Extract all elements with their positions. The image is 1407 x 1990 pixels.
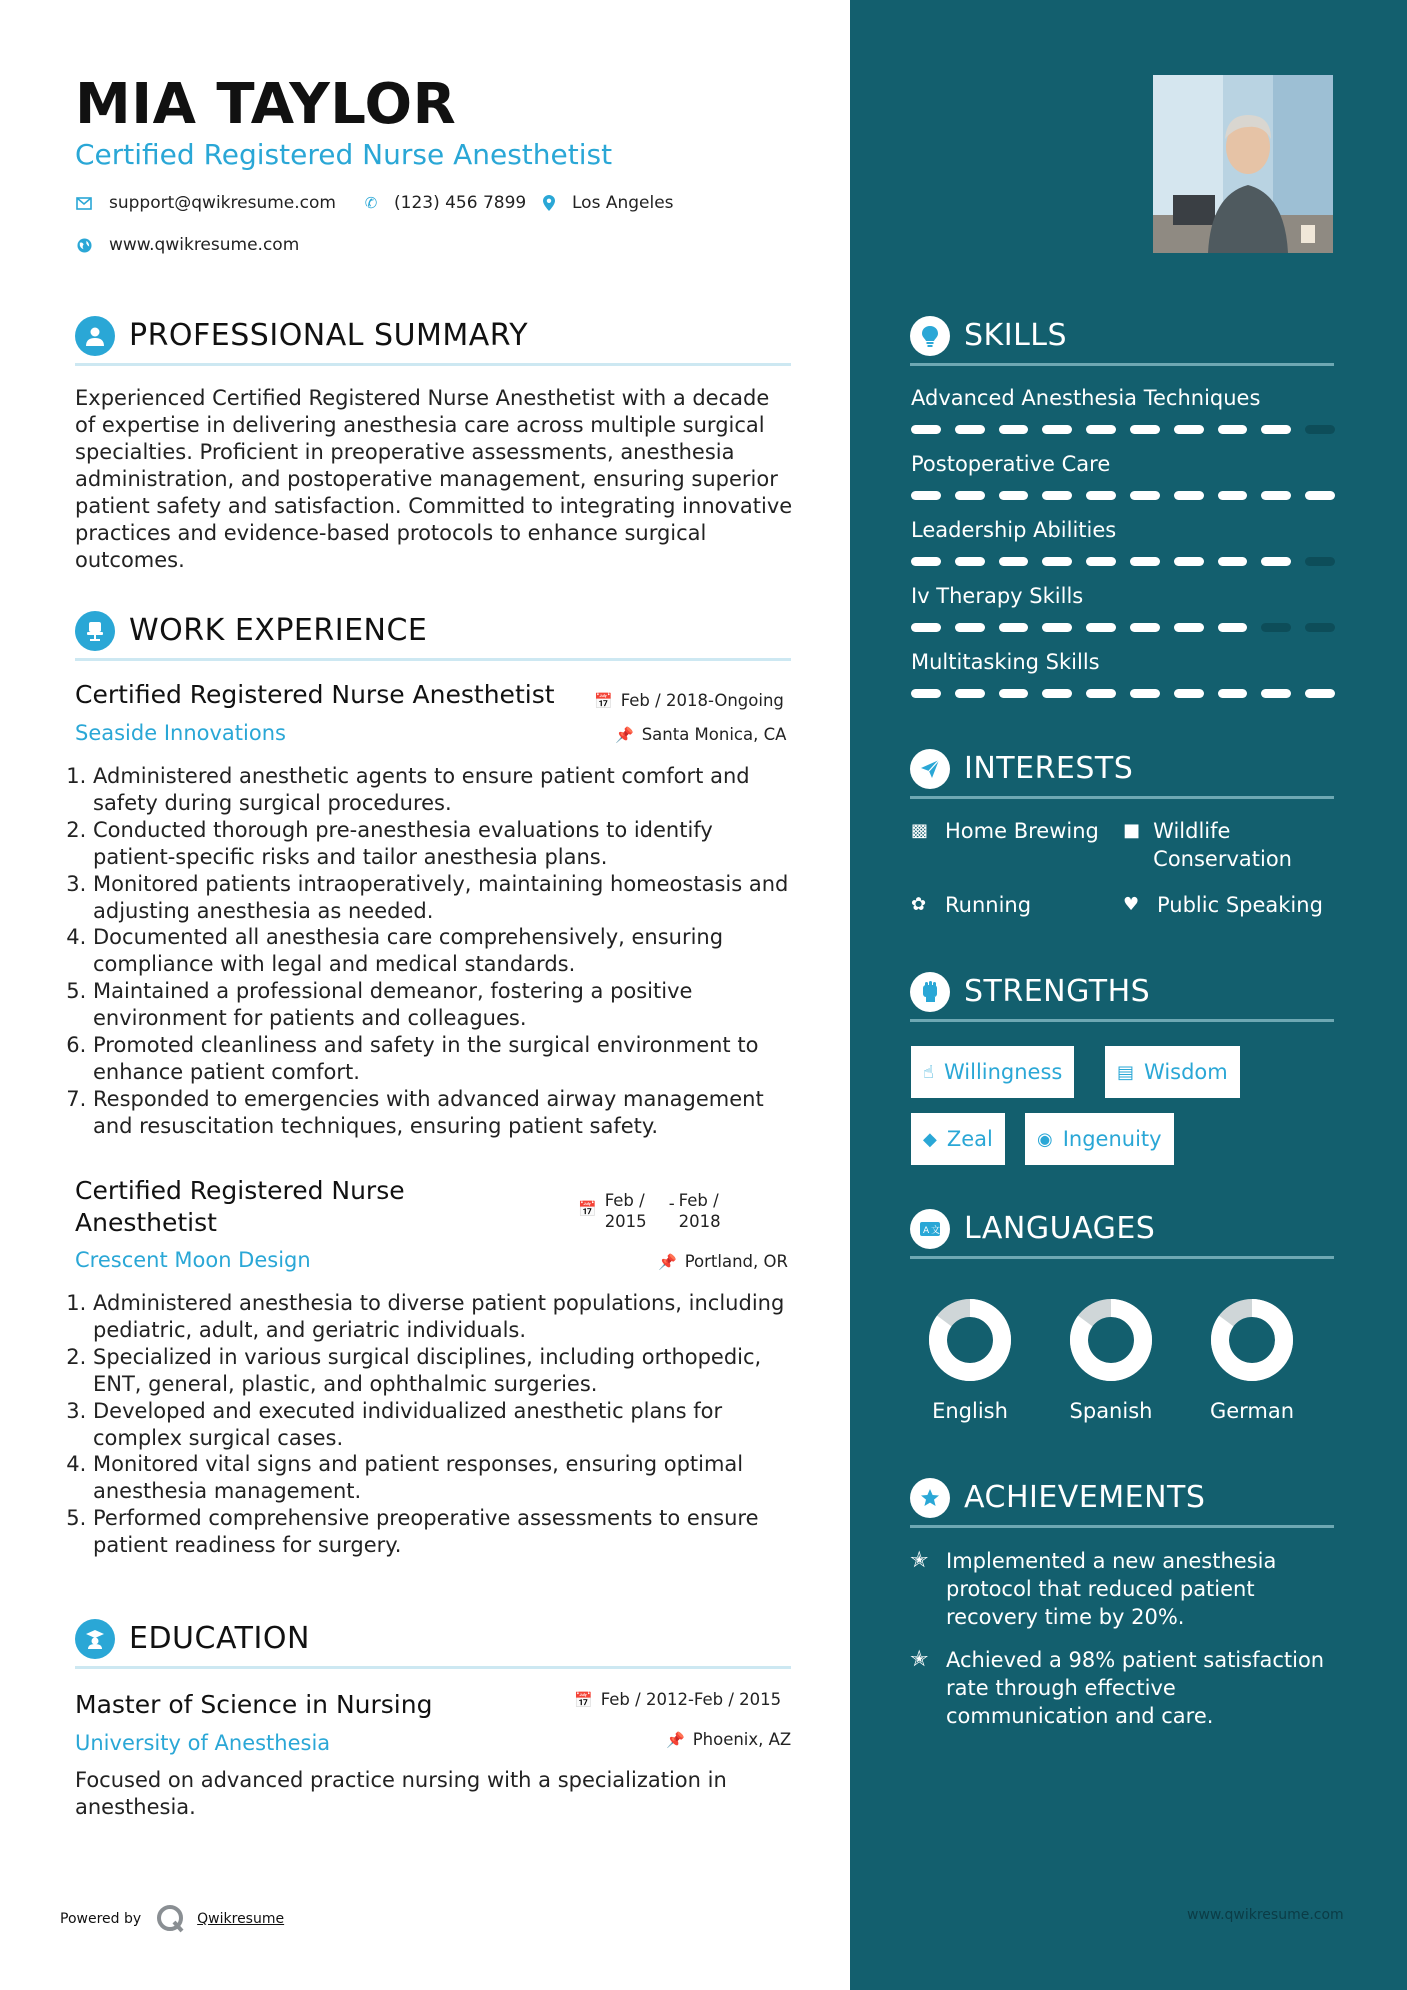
degree: Master of Science in Nursing [75,1690,433,1719]
skill-segment [955,557,985,566]
skill-segment [1305,557,1335,566]
star-badge-icon [910,1478,950,1518]
phone-text: (123) 456 7899 [394,193,527,213]
education-dates-text: Feb / 2012-Feb / 2015 [600,1690,782,1709]
job-2-dates [578,1190,735,1232]
email-text: support@qwikresume.com [109,193,336,213]
duty-item: 5. Maintained a professional demeanor, fostering a positive environment for patients and colleagues. [93,978,797,1032]
skill-segment [1305,491,1335,500]
skill-bar [911,557,1335,567]
language-label: Spanish [1069,1399,1153,1423]
skill-segment [1218,491,1248,500]
duty-item: 4. Monitored vital signs and patient responses, ensuring optimal anesthesia management. [93,1451,797,1505]
duty-item: 2. Conducted thorough pre-anesthesia evaluations to identify patient-specific risks and tailor anesthesia plans. [93,817,797,871]
summary-title: PROFESSIONAL SUMMARY [129,318,529,353]
duty-item: 1. Administered anesthetic agents to ensure patient comfort and safety during surgical procedures. [93,763,797,817]
skill-segment [1261,689,1291,698]
contact-email[interactable] [75,193,336,213]
job-2-title: Certified Registered Nurse Anesthetist [75,1176,405,1237]
language-donut [1061,1290,1161,1390]
job-2-date-start: Feb / 2015 [604,1191,647,1231]
fire-icon: ◆ [923,1128,937,1150]
pushpin-icon: 📌 [615,725,634,744]
skill-segment [1130,623,1160,632]
skill-segment [1086,491,1116,500]
powered-by [60,1903,284,1935]
skill-segment [911,425,941,434]
skill-segment [1086,623,1116,632]
duty-item: 3. Monitored patients intraoperatively, maintaining homeostasis and adjusting anesthesia as needed. [93,871,797,925]
heartbeat-icon: ♥ [1123,894,1140,915]
footer-url[interactable]: www.qwikresume.com [1187,1907,1344,1923]
skill-segment [1086,557,1116,566]
paw-icon: ✿ [911,894,927,915]
user-icon [75,316,115,356]
strength-label: Ingenuity [1062,1127,1162,1151]
skill-name: Leadership Abilities [911,518,1117,542]
calendar-icon: 📅 [594,691,613,710]
language-donut [920,1290,1020,1390]
duty-item: 1. Administered anesthesia to diverse patient populations, including pediatric, adult, and geriatric individuals. [93,1290,797,1344]
skill-segment [999,689,1029,698]
book-icon: ▤ [1117,1061,1135,1083]
contact-location [540,193,674,213]
paper-plane-icon [910,749,950,789]
education-title: EDUCATION [129,1621,310,1656]
star-hand-icon: ✭ [910,1548,929,1573]
skill-segment [1130,491,1160,500]
skill-segment [999,557,1029,566]
skill-segment [1086,689,1116,698]
duty-item: 6. Promoted cleanliness and safety in the surgical environment to enhance patient comfort. [93,1032,797,1086]
duty-item: 5. Performed comprehensive preoperative assessments to ensure patient readiness for surgery. [93,1505,797,1559]
strengths-heading [910,964,1334,1022]
skill-segment [999,425,1029,434]
achievements-title: ACHIEVEMENTS [964,1480,1206,1515]
interest-label: Public Speaking [1157,893,1323,917]
phone-icon: ✆ [364,194,378,212]
language-label: English [932,1399,1008,1423]
skill-segment [1174,425,1204,434]
duty-item: 2. Specialized in various surgical disciplines, including orthopedic, ENT, general, plastic, and ophthalmic surgeries. [93,1344,797,1398]
location-text: Los Angeles [572,193,674,213]
skill-segment [1130,689,1160,698]
skill-segment [999,623,1029,632]
candidate-name: MIA TAYLOR [75,72,457,137]
language-donut [1202,1290,1302,1390]
duty-item: 4. Documented all anesthesia care comprehensively, ensuring compliance with legal and medical standards. [93,924,797,978]
skill-segment [1218,557,1248,566]
job-2-location [658,1252,788,1271]
duty-item: 7. Responded to emergencies with advanced airway management and resuscitation techniques, ensuring patient safety. [93,1086,797,1140]
achievements-heading [910,1470,1334,1528]
strength-label: Wisdom [1144,1060,1228,1084]
job-2-date-end: Feb / 2018 [678,1191,721,1231]
contact-phone[interactable] [362,193,526,213]
globe-icon [75,236,93,254]
skill-segment [1042,689,1072,698]
skill-segment [911,491,941,500]
map-marker-icon [540,194,558,212]
interest-item [911,891,1031,919]
skills-title: SKILLS [964,318,1068,353]
skill-segment [1042,425,1072,434]
skill-segment [1261,425,1291,434]
calendar-icon: 📅 [574,1690,593,1709]
strengths-title: STRENGTHS [964,974,1151,1009]
interest-item [1123,891,1323,919]
thumbs-up-icon: ☝ [923,1061,934,1083]
interest-item [911,817,1099,845]
interests-title: INTERESTS [964,751,1134,786]
skill-segment [1174,491,1204,500]
skill-segment [999,491,1029,500]
job-2-duties [75,1290,797,1559]
education-location-text: Phoenix, AZ [692,1730,792,1749]
skill-segment [1305,425,1335,434]
qwikresume-logo-icon [155,1903,187,1935]
achievement-text: Achieved a 98% patient satisfaction rate through effective communication and care. [946,1648,1325,1728]
graduate-icon [75,1619,115,1659]
skill-segment [1218,425,1248,434]
skill-bar [911,689,1335,699]
education-location [666,1730,791,1749]
languages-heading [910,1201,1334,1259]
education-description: Focused on advanced practice nursing with a specialization in anesthesia. [75,1768,727,1819]
language-label: German [1209,1399,1295,1423]
interests-heading [910,741,1334,799]
skill-name: Multitasking Skills [911,650,1100,674]
candidate-title: Certified Registered Nurse Anesthetist [75,138,613,171]
skill-segment [1086,425,1116,434]
skill-segment [1218,689,1248,698]
skill-segment [1305,623,1335,632]
strength-badge [1025,1113,1174,1165]
paint-roller-icon: ■ [1123,820,1141,841]
summary-text: Experienced Certified Registered Nurse Anesthetist with a decade of expertise in delivering anesthesia care across multiple surgical specialties. Proficient in preoperative assessments, anesthesia administration, and postoperative management, ensuring superior patient safety and satisfaction. Committed to integrating innovative practices and evidence-based protocols to enhance surgical outcomes. [75,386,793,572]
job-1-company: Seaside Innovations [75,721,286,745]
skill-segment [911,557,941,566]
puzzle-icon: ▩ [911,820,929,841]
language-icon [910,1209,950,1249]
job-1-location-text: Santa Monica, CA [641,725,787,744]
school: University of Anesthesia [75,1731,331,1755]
job-2-company: Crescent Moon Design [75,1248,311,1272]
skill-bar [911,623,1335,633]
interest-item [1123,817,1343,873]
skill-segment [1042,557,1072,566]
strength-badge [1105,1046,1240,1098]
job-1-location [615,725,786,744]
skill-segment [1130,557,1160,566]
skills-heading [910,308,1334,366]
envelope-icon [75,194,93,212]
calendar-icon: 📅 [578,1200,597,1218]
strength-label: Willingness [943,1060,1063,1084]
achievement-item [910,1646,1340,1730]
experience-title: WORK EXPERIENCE [129,613,428,648]
skill-bar [911,425,1335,435]
lightbulb-icon [910,316,950,356]
pushpin-icon: 📌 [658,1252,677,1271]
job-1-dates [594,691,784,710]
education-dates [574,1690,781,1709]
skill-segment [955,491,985,500]
skill-segment [955,623,985,632]
achievement-text: Implemented a new anesthesia protocol that reduced patient recovery time by 20%. [946,1549,1277,1629]
skill-segment [911,623,941,632]
strength-label: Zeal [946,1127,993,1151]
duty-item: 3. Developed and executed individualized anesthetic plans for complex surgical cases. [93,1398,797,1452]
svg-text:文: 文 [931,1225,941,1236]
skill-segment [1174,623,1204,632]
job-1-duties [75,763,797,1140]
fist-icon [910,972,950,1012]
skill-segment [1174,557,1204,566]
summary-heading [75,308,791,366]
skill-segment [1218,623,1248,632]
svg-text:A: A [923,1225,930,1236]
job-1-title: Certified Registered Nurse Anesthetist [75,680,555,709]
skill-segment [1305,689,1335,698]
pushpin-icon: 📌 [666,1730,685,1749]
skill-segment [1261,491,1291,500]
skill-segment [1174,689,1204,698]
skill-segment [1261,623,1291,632]
job-2-date-sep: - [668,1194,675,1213]
skill-bar [911,491,1335,501]
strength-badge [911,1046,1074,1098]
interest-label: Home Brewing [945,819,1099,843]
skill-segment [955,689,985,698]
profile-photo [1153,75,1333,253]
lightbulb-icon: ◉ [1037,1128,1053,1150]
briefcase-chair-icon [75,611,115,651]
skill-segment [1042,623,1072,632]
interest-label: Running [945,893,1032,917]
strength-badge [911,1113,1005,1165]
languages-title: LANGUAGES [964,1211,1156,1246]
achievement-item [910,1547,1340,1631]
skill-segment [955,425,985,434]
star-hand-icon: ✭ [910,1647,929,1672]
skill-name: Postoperative Care [911,452,1111,476]
skill-segment [911,689,941,698]
skill-segment [1042,491,1072,500]
skill-segment [1130,425,1160,434]
skill-segment [1261,557,1291,566]
website-text: www.qwikresume.com [109,235,300,255]
interest-label: Wildlife Conservation [1153,819,1292,871]
job-2-location-text: Portland, OR [684,1252,788,1271]
education-heading [75,1611,791,1669]
skill-name: Iv Therapy Skills [911,584,1084,608]
skill-name: Advanced Anesthesia Techniques [911,386,1261,410]
contact-website[interactable] [75,235,299,255]
experience-heading [75,603,791,661]
job-1-dates-text: Feb / 2018-Ongoing [620,691,784,710]
brand-link[interactable]: Qwikresume [197,1911,285,1927]
powered-by-text: Powered by [60,1911,142,1927]
